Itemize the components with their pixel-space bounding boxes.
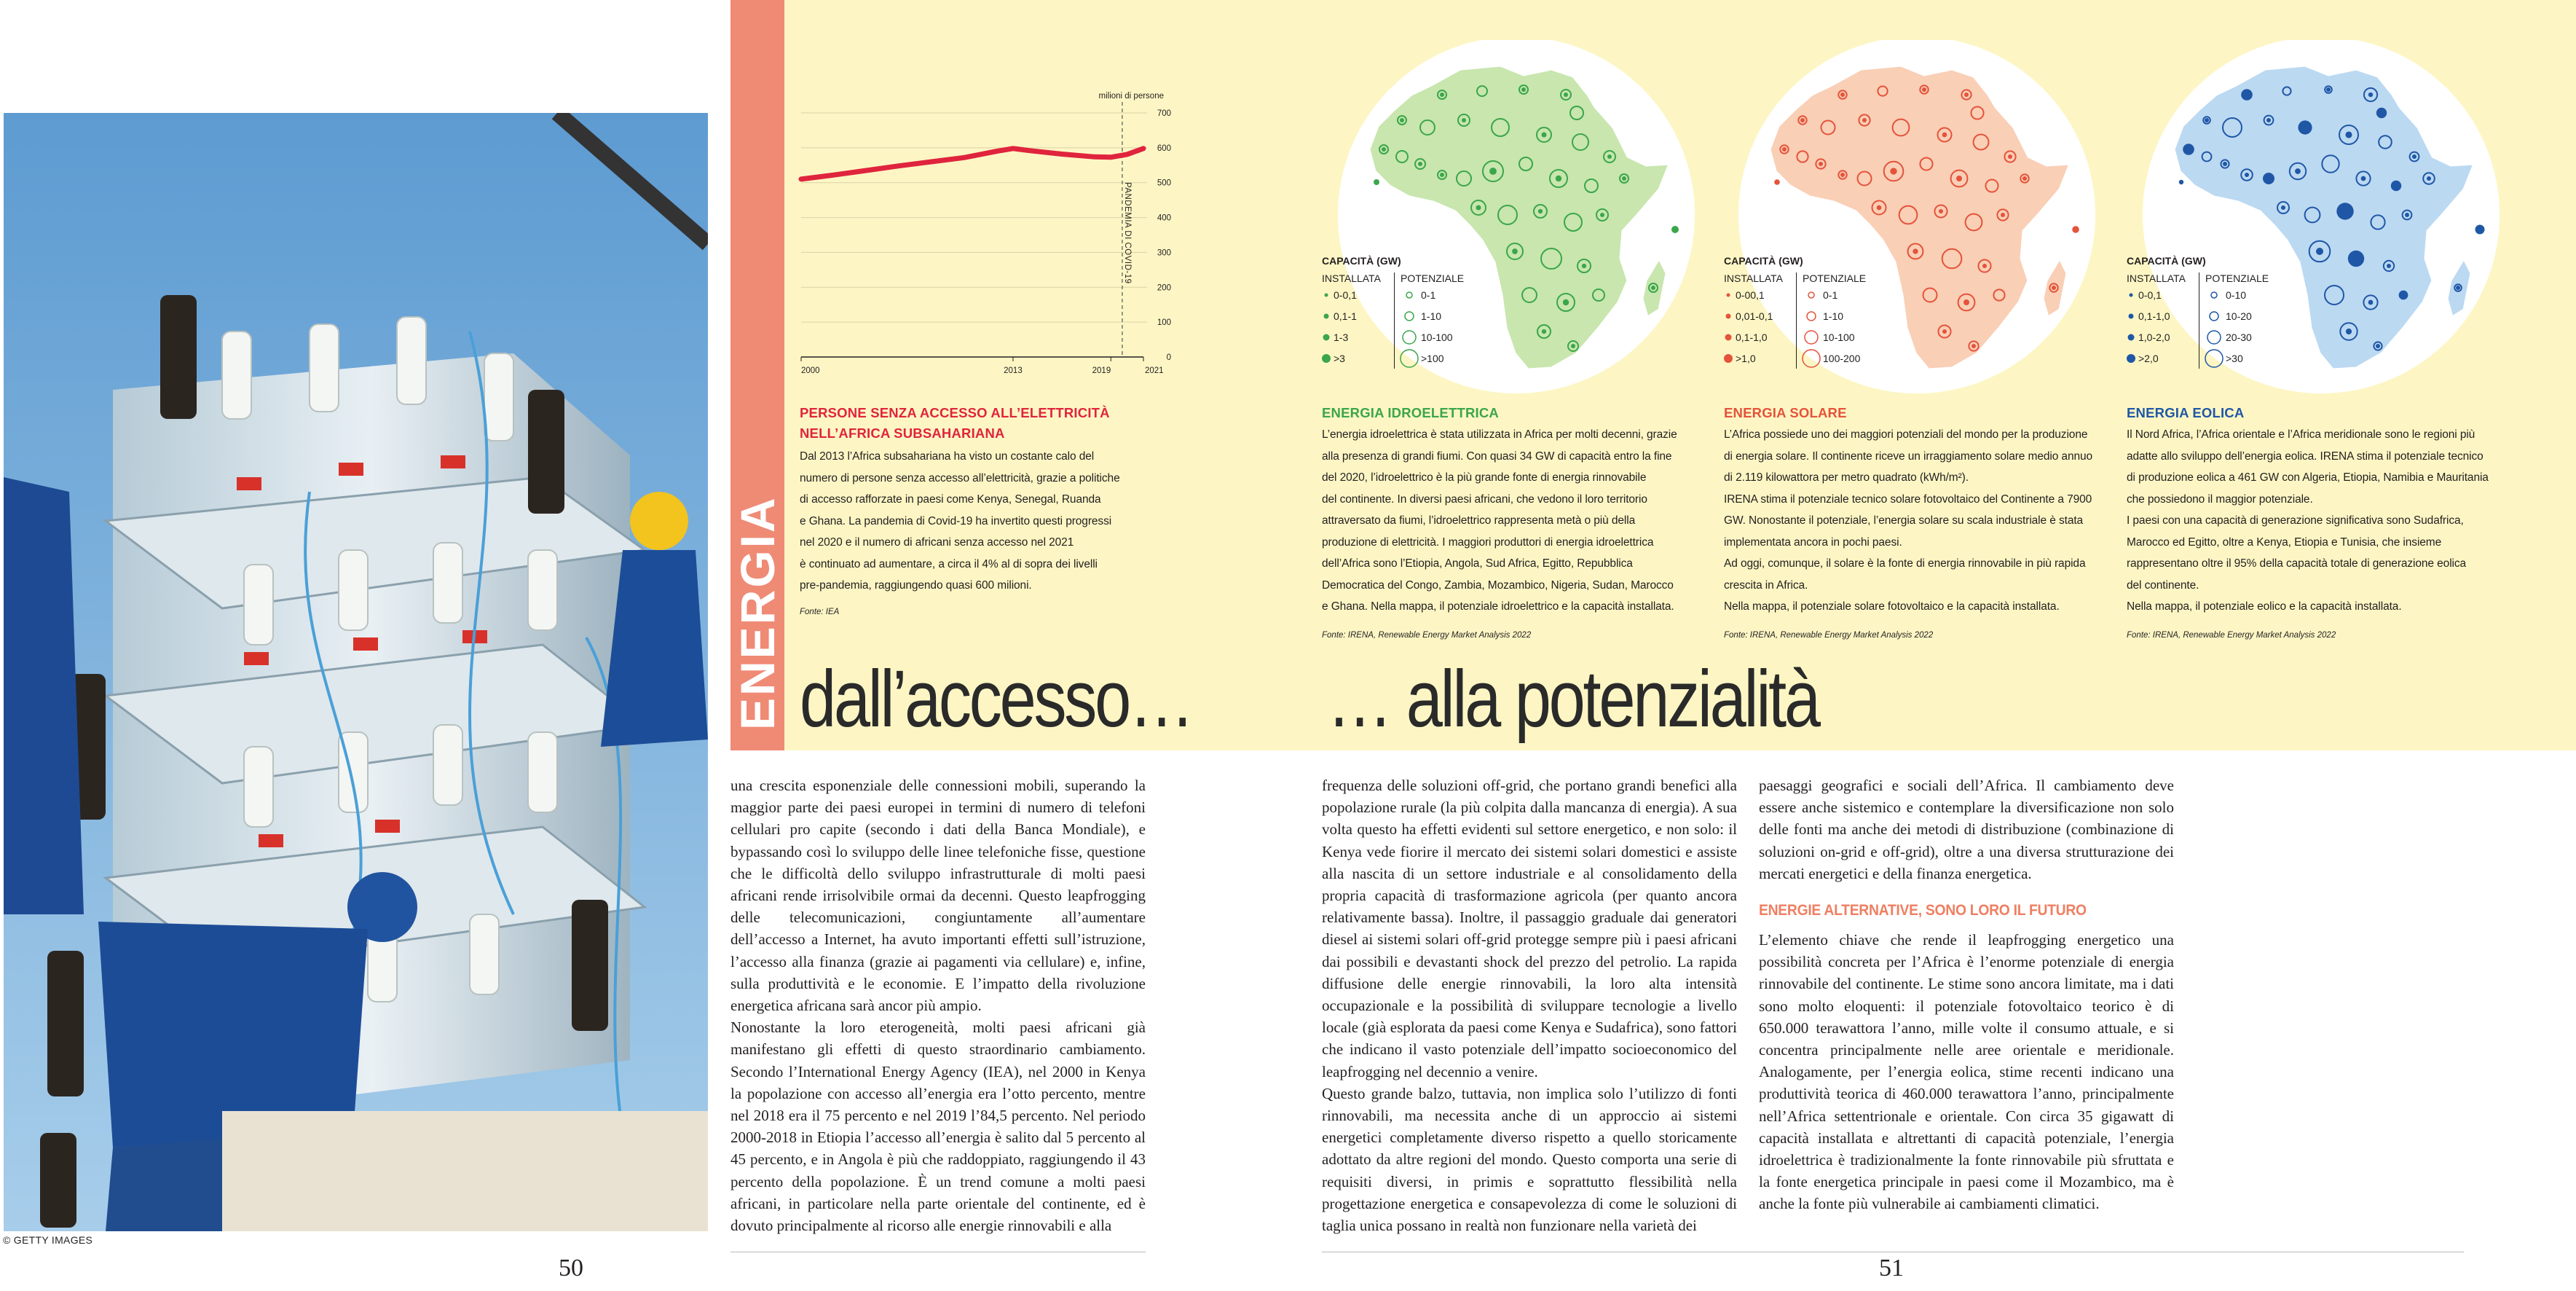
solar-legend xyxy=(1724,255,1866,369)
pandemic-label: PANDEMIA DI COVID-19 xyxy=(1122,182,1132,284)
installed-marker xyxy=(1564,93,1568,97)
text-line: di accesso rafforzate in paesi come Kenya, Senegal, Ruanda xyxy=(800,493,1101,506)
body-column-2 xyxy=(1322,774,1737,1236)
y-tick-label: 600 xyxy=(1157,144,1171,153)
installed-marker xyxy=(1800,118,1805,122)
installed-marker xyxy=(1382,147,1386,152)
installed-marker xyxy=(2008,154,2012,159)
legend-potential-header: POTENZIALE xyxy=(1803,272,1867,284)
installed-marker xyxy=(1600,213,1604,217)
installed-marker xyxy=(2399,291,2408,300)
installed-symbol xyxy=(2127,310,2138,322)
installed-marker xyxy=(1774,179,1780,185)
paragraph: Questo grande balzo, tuttavia, non implica solo l’utilizzo di fonti rinnovabili, ma necessita anche di un approccio ai sistemi energetici completamente diverso rispetto a quello storicamente adottato da altre regioni del mondo. Questo comporta una serie di requisiti diversi, in primis e soprattutto flessibilità nella progettazione energetica e consapevolezza di come le soluzioni di taglia unica possano in realtà non funzionare nella varietà dei xyxy=(1322,1084,1737,1235)
installed-marker xyxy=(1542,329,1546,334)
installed-marker xyxy=(1563,299,1569,305)
text-line: del continente. In diversi paesi africani, che vedono il loro territorio xyxy=(1322,493,1647,506)
installed-marker xyxy=(1651,286,1655,290)
legend-installed-value: 0,1-1,0 xyxy=(1736,331,1768,343)
installed-marker xyxy=(2475,225,2485,235)
installed-marker xyxy=(1622,176,1626,181)
installed-marker xyxy=(1538,209,1543,213)
text-line: crescita in Africa. xyxy=(1724,578,1808,592)
installed-marker xyxy=(2346,329,2352,334)
legend-installed-value: >1,0 xyxy=(1736,352,1756,364)
text-line: è continuato ad aumentare, a circa il 4% al di sopra dei livelli xyxy=(800,557,1098,570)
wind-source: Fonte: IRENA, Renewable Energy Market Analysis 2022 xyxy=(2127,631,2336,640)
potential-symbol xyxy=(2204,285,2226,305)
legend-potential-value: >100 xyxy=(1421,352,1444,364)
legend-title: CAPACITÀ (GW) xyxy=(1322,255,1401,267)
text-line: di energia solare. Il continente riceve un irraggiamento solare medio annuo xyxy=(1724,450,2093,463)
legend-potential-value: 1-10 xyxy=(1823,310,1844,322)
legend-installed-value: 1-3 xyxy=(1334,331,1349,343)
installed-symbol xyxy=(1322,310,1334,322)
legend-potential-value: 0-1 xyxy=(1823,289,1838,301)
body-column-3-top xyxy=(1759,774,2174,884)
paragraph: paesaggi geografici e sociali dell’Africa. Il cambiamento deve essere anche sistemico e contemplare la diversificazione non solo delle fonti ma anche dei metodi di distribuzione (combinazione di soluzioni on-grid e off-grid), oltre a una diversa strutturazione dei mercati energetici e della finanza energetica. xyxy=(1759,777,2174,882)
potential-symbol xyxy=(1801,327,1823,348)
paragraph: Nonostante la loro eterogeneità, molti paesi africani già manifestano gli effetti di questo straordinario cambiamento. Secondo l’International Energy Agency (IEA), nel 2000 in Kenya la popolazione con accesso all’energia era l’otto percento, mentre nel 2018 era il 75 percento e nel 2019 l’84,5 percento. Nel periodo 2000-2018 in Etiopia l’accesso all’energia è salito dal 5 percento al 45 percento, e in Angola è più che raddoppiato, raggiungendo il 43 percento della popolazione. È un trend comune a molti paesi africani, in particolare nella parte orientale del continente, ed è dovuto principalmente al ricorso alle energie rinnovabili e alla xyxy=(730,1019,1146,1235)
text-line: Ad oggi, comunque, il solare è la fonte di energia rinnovabile in più rapida xyxy=(1724,557,2086,570)
installed-marker xyxy=(1556,176,1561,181)
paragraph: L’elemento chiave che rende il leapfrogging energetico una possibilità concreta per l’Africa è l’enorme potenziale di energia rinnovabile del continente. Le stime sono ancora limitate, ma i dati sono molto eloquenti: il potenziale fotovoltaico teorico è di 650.000 terawattora l’anno, mille volte il consumo attuale, e si concentra principalmente nelle aree orientale e meridionale. Analogamente, per l’energia eolica, stime recenti indicano una produttività teorica di 460.000 terawattora l’anno, principalmente nell’Africa settentrionale e orientale. Con circa 35 gigawatt di capacità installata e altrettanti di capacità potenziale, l’energia idroelettrica è tradizionalmente la fonte rinnovabile più sfruttata e la fonte energetica principale in paesi come il Mozambico, ma è anche la fonte più vulnerabile ai cambiamenti climatici. xyxy=(1759,931,2174,1213)
installed-marker xyxy=(1840,93,1845,97)
substation-photo xyxy=(4,113,708,1231)
text-line: Marocco ed Egitto, oltre a Kenya, Etiopia e Tunisia, che insieme xyxy=(2127,535,2442,549)
potential-symbol xyxy=(1801,348,1823,369)
legend-installed-header: INSTALLATA xyxy=(1724,272,1797,284)
text-line: del continente. xyxy=(2127,578,2199,592)
series-line-people-without-access xyxy=(801,149,1143,179)
legend-installed-value: 0-0,1 xyxy=(2138,289,2162,301)
legend-installed-value: 0,01-0,1 xyxy=(1736,310,1773,322)
installed-marker xyxy=(1964,93,1969,97)
potential-symbol xyxy=(2204,348,2226,369)
installed-symbol xyxy=(1724,331,1736,343)
installed-marker xyxy=(2405,213,2409,217)
potential-symbol xyxy=(2204,327,2226,348)
installed-marker xyxy=(2241,89,2253,101)
y-tick-label: 200 xyxy=(1157,283,1171,293)
potential-symbol xyxy=(1399,327,1421,348)
installed-marker xyxy=(2412,154,2417,159)
x-tick-label: 2013 xyxy=(1004,366,1023,375)
text-line: Nella mappa, il potenziale eolico e la capacità installata. xyxy=(2127,600,2402,613)
text-line: e Ghana. Nella mappa, il potenziale idroelettrico e la capacità installata. xyxy=(1322,600,1674,613)
hydro-section-text xyxy=(1322,424,1677,618)
text-line: alla presenza di grandi fiumi. Con quasi 34 GW di capacità entro la fine xyxy=(1322,450,1672,463)
installed-marker xyxy=(1489,168,1497,175)
installed-marker xyxy=(2223,162,2227,166)
installed-marker xyxy=(1512,248,1518,254)
installed-marker xyxy=(1972,344,1976,348)
legend-potential-value: 10-100 xyxy=(1421,331,1453,343)
wind-legend xyxy=(2127,255,2269,369)
legend-potential-value: 100-200 xyxy=(1823,352,1861,364)
paragraph: frequenza delle soluzioni off-grid, che portano grandi benefici alla popolazione rurale (la più colpita dalla mancanza di energia). A sua volta questo ha effetti evidenti sul settore energetico, e non solo: il Kenya vede fiorire il mercato dei sistemi solari domestici e assiste alla nascita di un settore industriale e al consolidamento della propria capacità di trasformazione agricola (per quanto ancora relativamente bassa). Inoltre, il passaggio graduale dai generatori diesel ai sistemi solari off-grid protegge sempre più i paesi africani dai possibili e devastanti shock del prezzo del petrolio. La rapida diffusione delle energie rinnovabili, la loro alta intensità occupazionale e la possibilità di sviluppare tecnologie a livello locale (già esplorata da paesi come Kenya e Sudafrica), sono fattori che indicano il vasto potenziale dell’impatto socioeconomico del leapfrogging nel decennio a venire. xyxy=(1322,777,1737,1080)
potential-symbol xyxy=(1801,285,1823,305)
installed-marker xyxy=(2326,87,2331,92)
installed-marker xyxy=(1440,173,1444,177)
installed-marker xyxy=(2001,213,2005,217)
installed-marker xyxy=(2298,120,2312,134)
solar-section-title: ENERGIA SOLARE xyxy=(1724,405,1847,420)
installed-marker xyxy=(2427,176,2431,181)
installed-marker xyxy=(1462,118,1466,122)
y-tick-label: 300 xyxy=(1157,248,1171,258)
legend-title: CAPACITÀ (GW) xyxy=(2127,255,2206,267)
text-line: numero di persone senza accesso all’elettricità, grazie a politiche xyxy=(800,471,1120,484)
installed-marker xyxy=(1922,87,1926,92)
x-tick-label: 2021 xyxy=(1145,366,1164,375)
legend-installed-header: INSTALLATA xyxy=(1322,272,1395,284)
workers-on-electrical-equipment-illustration xyxy=(4,113,708,1231)
legend-installed-value: >2,0 xyxy=(2138,352,2159,364)
legend-potential-value: 0-1 xyxy=(1421,289,1436,301)
text-line: Il Nord Africa, l’Africa orientale e l’Africa meridionale sono le regioni più xyxy=(2127,428,2475,441)
installed-marker xyxy=(2345,131,2352,138)
installed-symbol xyxy=(1724,353,1736,364)
text-line: L’energia idroelettrica è stata utilizzata in Africa per molti decenni, grazie xyxy=(1322,428,1677,441)
wind-section-text xyxy=(2127,424,2489,618)
people-source: Fonte: IEA xyxy=(800,608,840,616)
installed-marker xyxy=(1607,154,1612,159)
text-line: pre-pandemia, raggiungendo quasi 600 milioni. xyxy=(800,579,1032,592)
section-heading-alternative-energy: ENERGIE ALTERNATIVE, SONO LORO IL FUTURO xyxy=(1759,902,2087,919)
legend-title: CAPACITÀ (GW) xyxy=(1724,255,1803,267)
legend-potential-header: POTENZIALE xyxy=(2205,272,2269,284)
text-line: L’Africa possiede uno dei maggiori potenziali del mondo per la produzione xyxy=(1724,428,2088,441)
installed-marker xyxy=(1374,179,1379,185)
paragraph: una crescita esponenziale delle connessioni mobili, superando la maggior parte dei paesi europei in termini di numero di telefoni cellulari pro capite (secondo i dati della Banca Mondiale), e bypassando così lo sviluppo delle linee telefoniche fisse, questione che le difficoltà dello sviluppo infrastrutturale di molti paesi africani rende irrisolvibile ormai da decenni. Questo leapfrogging delle telecomunicazioni, congiuntamente all’aumentare dell’accesso a Internet, ha avuto importanti effetti sull’istruzione, l’accesso alla finanza (grazie ai pagamenti via cellulare) e, infine, sulla produttività e le economie. E l’impatto della rivoluzione energetica africana sarà ancor più ampio. xyxy=(730,777,1146,1015)
installed-marker xyxy=(1862,118,1867,122)
legend-potential-value: 10-100 xyxy=(1823,331,1855,343)
installed-symbol xyxy=(2127,353,2138,364)
legend-potential-value: 0-10 xyxy=(2226,289,2247,301)
potential-symbol xyxy=(1399,306,1421,326)
installed-marker xyxy=(2376,344,2380,348)
installed-symbol xyxy=(2127,331,2138,343)
installed-marker xyxy=(2052,286,2056,290)
text-line: adatte allo sviluppo dell’energia eolica. IRENA stima il potenziale tecnico xyxy=(2127,450,2484,463)
installed-marker xyxy=(1440,93,1444,97)
installed-marker xyxy=(1942,133,1947,138)
legend-potential-value: 10-20 xyxy=(2226,310,2252,322)
page-number-left: 50 xyxy=(559,1255,583,1282)
text-line: del 2020, l’idroelettrico è la più grande fonte di energia rinnovabile xyxy=(1322,471,1647,484)
legend-potential-value: 20-30 xyxy=(2226,331,2252,343)
installed-marker xyxy=(2368,300,2374,305)
section-label: ENERGIA xyxy=(730,495,784,730)
installed-symbol xyxy=(1322,331,1334,343)
legend-installed-value: 0,1-1,0 xyxy=(2138,310,2170,322)
installed-marker xyxy=(1571,344,1575,348)
installed-marker xyxy=(2391,181,2401,191)
installed-marker xyxy=(1877,205,1882,211)
installed-marker xyxy=(2072,226,2079,233)
text-line: Nella mappa, il potenziale solare fotovoltaico e la capacità installata. xyxy=(1724,600,2060,613)
hydro-source: Fonte: IRENA, Renewable Energy Market Analysis 2022 xyxy=(1322,631,1532,640)
installed-marker xyxy=(2266,118,2271,122)
legend-installed-value: 0,1-1 xyxy=(1334,310,1357,322)
installed-marker xyxy=(1913,248,1918,254)
text-line: di produzione eolica a 461 GW con Algeria, Etiopia, Namibia e Mauritania xyxy=(2127,471,2489,484)
solar-section-text xyxy=(1724,424,2092,618)
page-number-right: 51 xyxy=(1879,1255,1904,1282)
installed-marker xyxy=(2361,176,2366,181)
text-line: che possiedono il maggior potenziale. xyxy=(2127,493,2313,506)
installed-symbol xyxy=(2127,289,2138,301)
installed-marker xyxy=(1956,176,1962,181)
text-line: rappresentano oltre il 95% della capacità totale di generazione eolica xyxy=(2127,557,2467,570)
installed-marker xyxy=(2245,173,2249,177)
hydro-legend xyxy=(1322,255,1464,369)
installed-marker xyxy=(2376,108,2387,118)
installed-marker xyxy=(1671,226,1679,233)
installed-symbol xyxy=(1322,353,1334,364)
installed-marker xyxy=(2348,251,2364,267)
potential-symbol xyxy=(1399,285,1421,305)
text-line: produzione di elettricità. I maggiori produttori di energia idroelettrica xyxy=(1322,535,1654,549)
access-line-chart xyxy=(794,87,1173,386)
installed-symbol xyxy=(1322,289,1334,301)
installed-marker xyxy=(1942,329,1947,334)
people-section-title: PERSONE SENZA ACCESSO ALL’ELETTRICITÀ NELL’AFRICA SUBSAHARIANA xyxy=(800,405,1110,441)
text-line: IRENA stima il potenziale tecnico solare fotovoltaico del Continente a 7900 xyxy=(1724,493,2092,506)
body-column-3-bottom xyxy=(1759,929,2174,1215)
installed-marker xyxy=(1521,87,1526,92)
photo-credit: © GETTY IMAGES xyxy=(3,1234,93,1246)
potential-symbol xyxy=(2204,306,2226,326)
legend-installed-value: >3 xyxy=(1334,352,1345,364)
potential-symbol xyxy=(1801,306,1823,326)
legend-installed-value: 1,0-2,0 xyxy=(2138,331,2170,343)
installed-marker xyxy=(2456,286,2460,290)
installed-marker xyxy=(2368,93,2373,97)
chart-unit-label: milioni di persone xyxy=(1098,92,1164,101)
text-line: implementata ancora in pochi paesi. xyxy=(1724,535,1902,549)
y-tick-label: 400 xyxy=(1157,213,1171,223)
installed-symbol xyxy=(1724,289,1736,301)
installed-marker xyxy=(1542,133,1547,138)
x-tick-label: 2000 xyxy=(801,366,820,375)
text-line: di 2.119 kilowattora per metro quadrato (kWh/m²). xyxy=(1724,471,1969,484)
text-line: Democratica del Congo, Zambia, Mozambico, Nigeria, Sudan, Marocco xyxy=(1322,578,1674,592)
installed-marker xyxy=(2387,264,2391,268)
text-line: GW. Nonostante il potenziale, l’energia solare su scala industriale è stata xyxy=(1724,514,2084,527)
wind-section-title: ENERGIA EOLICA xyxy=(2127,405,2245,420)
installed-marker xyxy=(2022,176,2027,181)
installed-marker xyxy=(2263,173,2274,184)
solar-source: Fonte: IRENA, Renewable Energy Market Analysis 2022 xyxy=(1724,631,1934,640)
installed-marker xyxy=(1982,264,1987,268)
legend-potential-value: >30 xyxy=(2226,352,2243,364)
installed-marker xyxy=(2179,180,2183,184)
y-tick-label: 100 xyxy=(1157,318,1171,328)
installed-marker xyxy=(2205,118,2209,122)
installed-marker xyxy=(1476,205,1481,211)
x-tick-label: 2019 xyxy=(1092,366,1111,375)
installed-marker xyxy=(2316,248,2323,255)
installed-marker xyxy=(1782,147,1787,152)
legend-installed-value: 0-0,1 xyxy=(1334,289,1357,301)
installed-marker xyxy=(1418,162,1422,166)
legend-installed-value: 0-00,1 xyxy=(1736,289,1765,301)
text-line: Dal 2013 l’Africa subsahariana ha visto un costante calo del xyxy=(800,450,1095,463)
text-line: e Ghana. La pandemia di Covid-19 ha invertito questi progressi xyxy=(800,514,1112,527)
people-section-text xyxy=(800,446,1120,597)
installed-marker xyxy=(2336,203,2353,219)
text-line: dell’Africa sono l’Etiopia, Angola, Sud Africa, Egitto, Repubblica xyxy=(1322,557,1633,570)
potential-symbol xyxy=(1399,348,1421,369)
installed-marker xyxy=(1840,173,1845,177)
headline-right: … alla potenzialità xyxy=(1327,654,1819,744)
installed-marker xyxy=(1582,264,1586,268)
legend-potential-header: POTENZIALE xyxy=(1401,272,1465,284)
body-column-1 xyxy=(730,774,1146,1236)
installed-marker xyxy=(1890,168,1896,174)
installed-marker xyxy=(2281,205,2285,210)
y-tick-label: 0 xyxy=(1166,353,1171,362)
installed-marker xyxy=(2295,168,2301,174)
installed-marker xyxy=(1400,118,1404,122)
text-line: attraversato da fiumi, l’idroelettrico rappresenta metà o più della xyxy=(1322,514,1636,527)
text-line: nel 2020 e il numero di africani senza accesso nel 2021 xyxy=(800,536,1074,549)
installed-marker xyxy=(1939,209,1943,213)
text-line: I paesi con una capacità di generazione significativa sono Sudafrica, xyxy=(2127,514,2464,527)
hydro-section-title: ENERGIA IDROELETTRICA xyxy=(1322,405,1499,420)
installed-symbol xyxy=(1724,310,1736,322)
installed-marker xyxy=(2183,144,2194,155)
headline-left: dall’accesso… xyxy=(800,654,1192,744)
installed-marker xyxy=(1963,299,1969,305)
y-tick-label: 700 xyxy=(1157,109,1171,118)
legend-installed-header: INSTALLATA xyxy=(2127,272,2199,284)
installed-marker xyxy=(1819,162,1823,166)
y-tick-label: 500 xyxy=(1157,178,1171,188)
legend-potential-value: 1-10 xyxy=(1421,310,1442,322)
